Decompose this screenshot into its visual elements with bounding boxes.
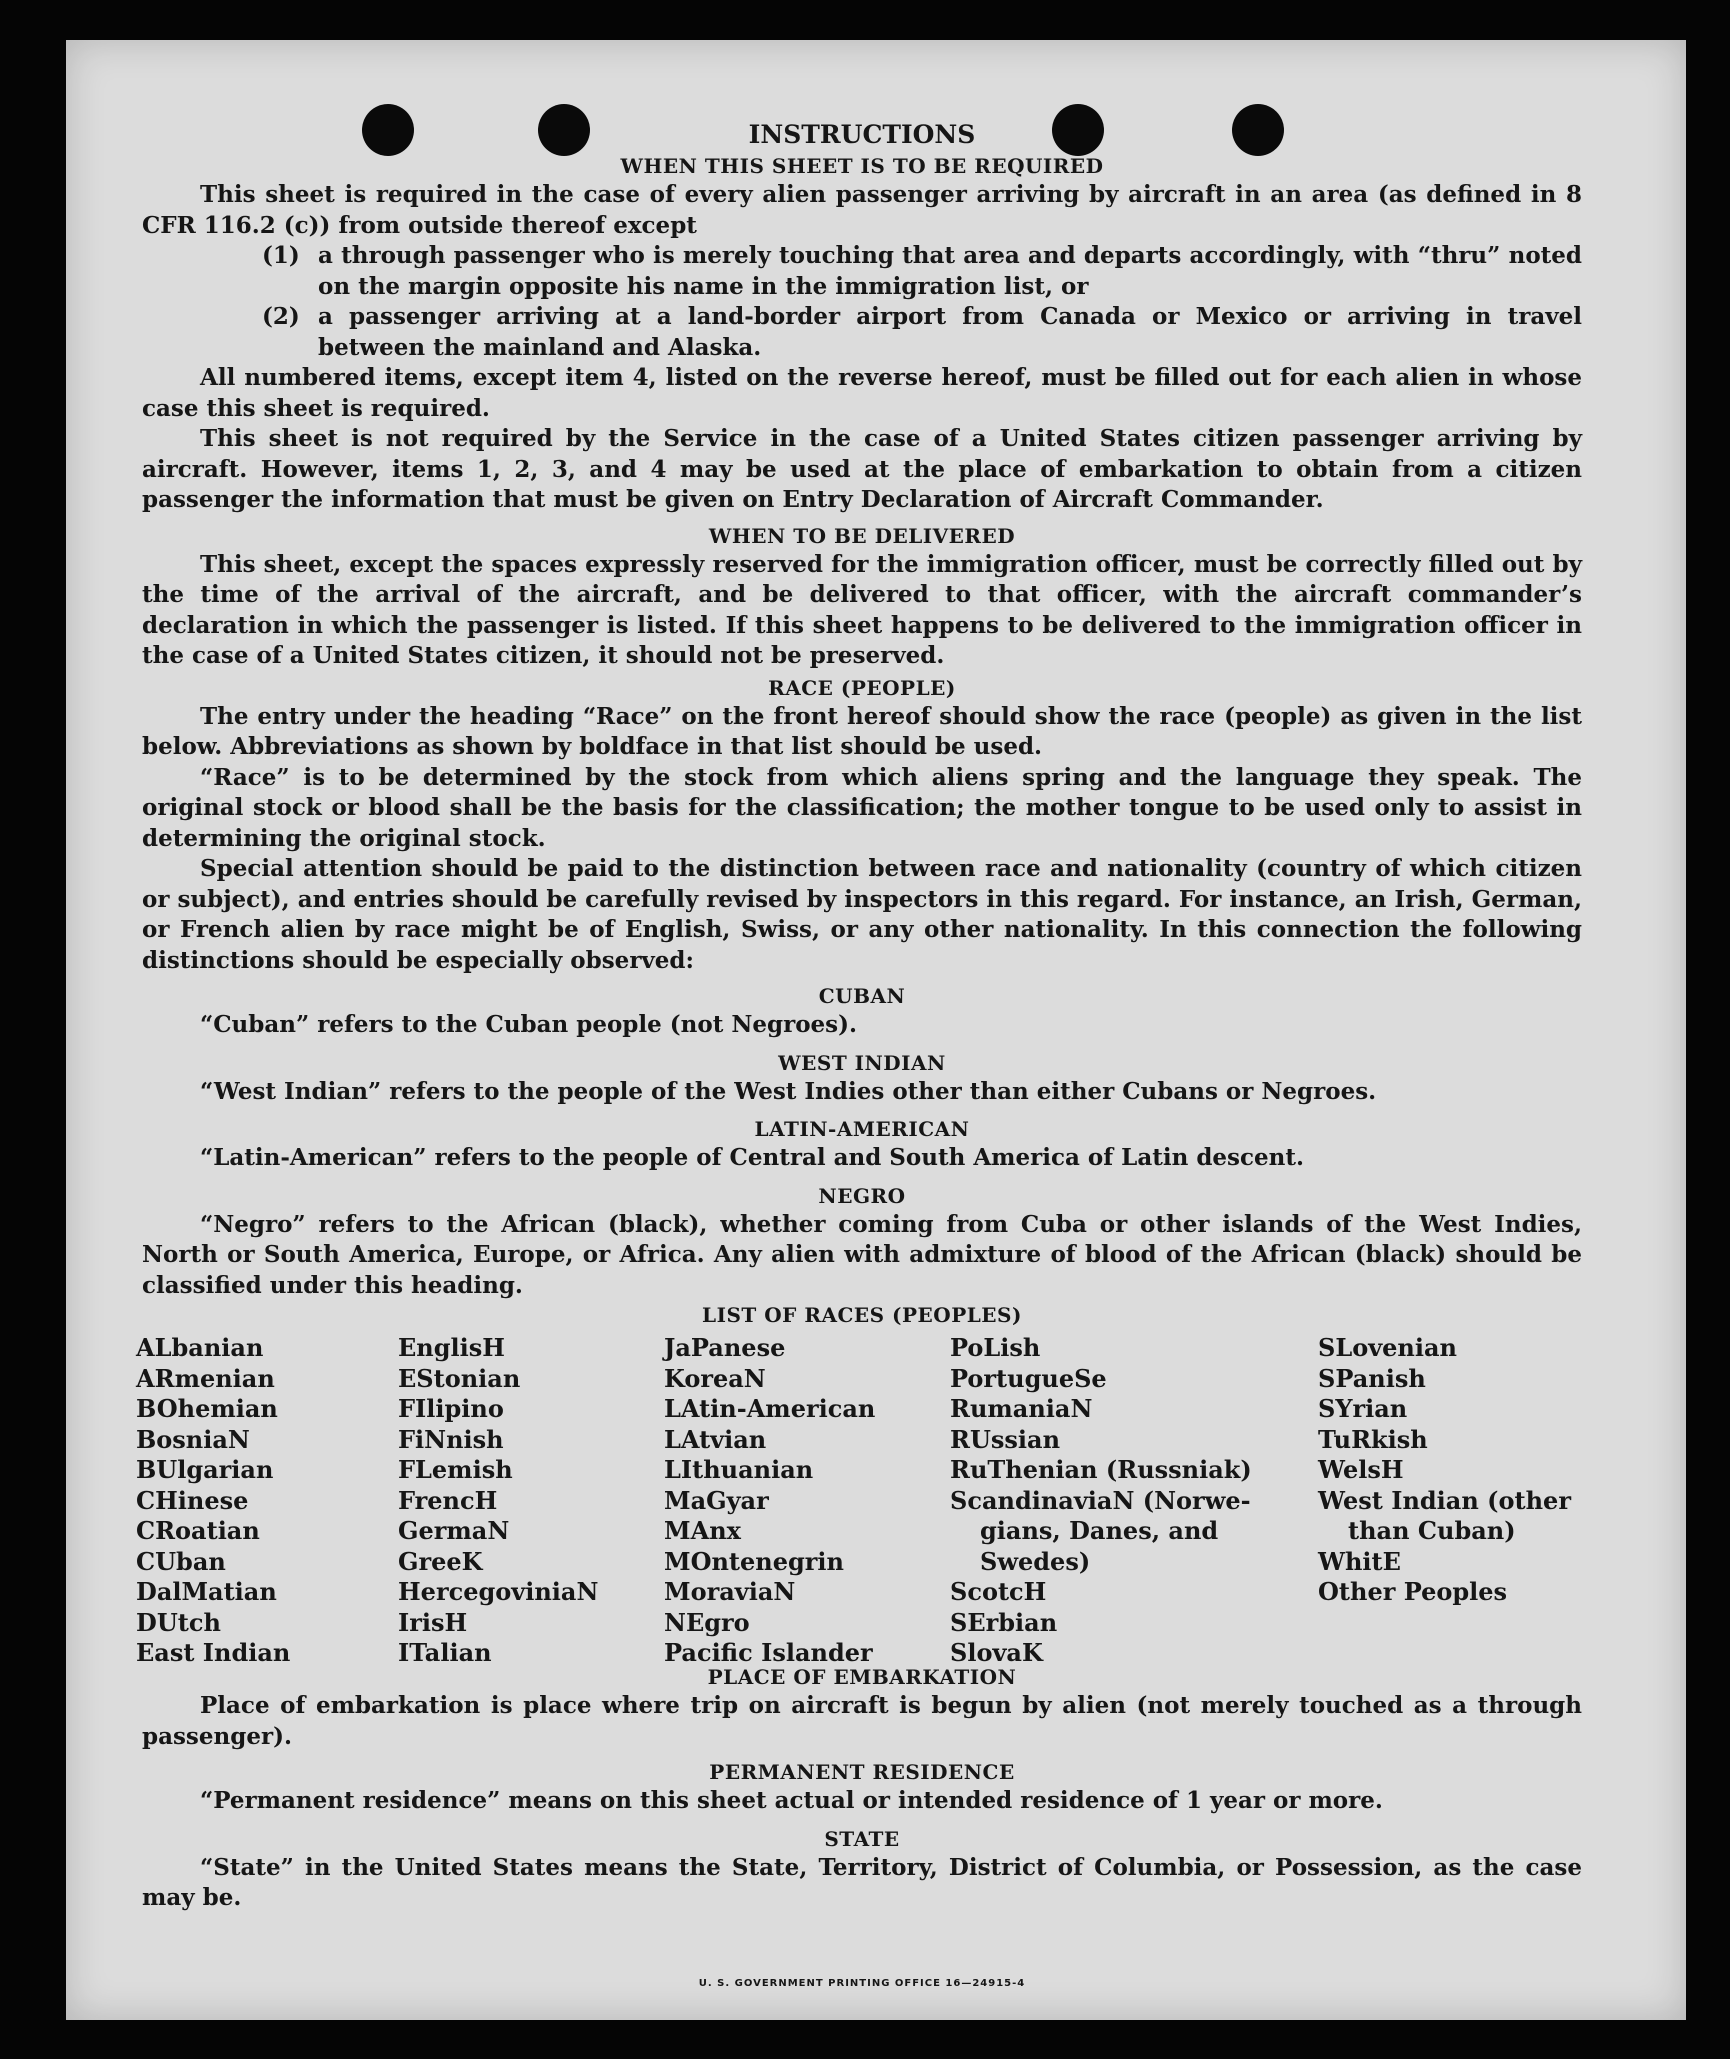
race-entry: SYrian xyxy=(1318,1394,1408,1423)
race-entry: Other Peoples xyxy=(1318,1577,1508,1606)
race-entry-continuation: Swedes) xyxy=(980,1546,1091,1576)
heading-races-list: LIST OF RACES (PEOPLES) xyxy=(702,1303,1022,1327)
heading-residence: PERMANENT RESIDENCE xyxy=(709,1760,1015,1784)
race-para-3: Special attention should be paid to the distinction between race and nationality (country of which citizen or subject), and entries should be carefully revised by inspectors in this regard. For instance, an Irish, German, or French alien by race might be of English, Swiss, or any other nationality. In this connection the following distinctions should be especially observed: xyxy=(142,855,1582,974)
race-entry: Pacific Islander xyxy=(664,1638,873,1667)
heading-west-indian: WEST INDIAN xyxy=(778,1050,946,1075)
race-entry: ScotcH xyxy=(950,1577,1047,1606)
race-entry: JaPanese xyxy=(664,1333,786,1362)
heading-cuban: CUBAN xyxy=(818,984,906,1008)
race-entry: DUtch xyxy=(136,1607,221,1637)
race-entry: RumaniaN xyxy=(950,1394,1093,1423)
race-entry: BUlgarian xyxy=(136,1455,274,1484)
heading-embarkation: PLACE OF EMBARKATION xyxy=(707,1665,1017,1689)
exception-num: (2) xyxy=(262,303,300,330)
race-entry: FiNnish xyxy=(398,1424,504,1454)
race-entry: SErbian xyxy=(950,1607,1058,1637)
race-entry: WhitE xyxy=(1318,1546,1401,1576)
race-entry: TuRkish xyxy=(1318,1424,1428,1454)
race-entry: MAnx xyxy=(664,1516,741,1545)
race-entry: EStonian xyxy=(398,1363,521,1393)
race-entry: FIlipino xyxy=(398,1394,504,1423)
races-column-3 xyxy=(664,1333,875,1669)
race-entry: IrisH xyxy=(398,1607,468,1637)
race-entry: PoLish xyxy=(950,1333,1041,1362)
race-entry: MOntenegrin xyxy=(664,1546,844,1576)
negro-para: “Negro” refers to the African (black), whether coming from Cuba or other islands of the West Indies, North or South America, Europe, or Africa. Any alien with admixture of blood of the African (black) should be classified under this heading. xyxy=(142,1210,1582,1299)
race-entry: SlovaK xyxy=(950,1638,1043,1667)
race-entry: PortugueSe xyxy=(950,1363,1107,1393)
races-column-5 xyxy=(1318,1333,1571,1608)
races-column-4 xyxy=(950,1333,1252,1669)
race-entry-continuation: gians, Danes, and xyxy=(980,1516,1219,1545)
citizen-para: This sheet is not required by the Service in the case of a United States citizen passenger arriving by aircraft. However, items 1, 2, 3, and 4 may be used at the place of embarkation to obtain from a citizen passenger the information that must be given on Entry Declaration of Aircraft Commander. xyxy=(142,425,1582,513)
races-list xyxy=(136,1333,1582,1667)
exception-text: a passenger arriving at a land-border airport from Canada or Mexico or arriving in travel between the mainland and Alaska. xyxy=(318,303,1582,361)
heading-negro: NEGRO xyxy=(818,1183,906,1208)
race-entry: ALbanian xyxy=(136,1333,264,1362)
race-entry: WelsH xyxy=(1318,1455,1404,1484)
race-entry: CUban xyxy=(136,1546,226,1576)
residence-para: “Permanent residence” means on this sheet actual or intended residence of 1 year or more. xyxy=(200,1787,1383,1814)
race-entry: BOhemian xyxy=(136,1394,278,1423)
race-entry: EnglisH xyxy=(398,1333,505,1362)
numbered-items-para: All numbered items, except item 4, listed on the reverse hereof, must be filled out for each alien in whose case this sheet is required. xyxy=(142,364,1582,422)
heading-latin-american: LATIN-AMERICAN xyxy=(754,1117,970,1141)
race-entry: HercegoviniaN xyxy=(398,1577,599,1606)
race-entry: DalMatian xyxy=(136,1577,277,1606)
race-entry: NEgro xyxy=(664,1607,750,1637)
race-entry: ScandinaviaN (Norwe- xyxy=(950,1485,1251,1515)
required-intro: This sheet is required in the case of every alien passenger arriving by aircraft in an area (as defined in 8 CFR 116.2 (c)) from outside thereof except xyxy=(142,181,1582,239)
heading-required: WHEN THIS SHEET IS TO BE REQUIRED xyxy=(620,154,1104,178)
latin-american-para: “Latin-American” refers to the people of Central and South America of Latin descent. xyxy=(200,1144,1304,1171)
races-column-2 xyxy=(398,1333,598,1669)
delivered-para: This sheet, except the spaces expressly reserved for the immigration officer, must be correctly filled out by the time of the arrival of the aircraft, and be delivered to that officer, with the aircraft commander’s declaration in which the passenger is listed. If this sheet happens to be delivered to the immigration officer in the case of a United States citizen, it should not be preserved. xyxy=(142,550,1582,669)
exception-num: (1) xyxy=(262,242,300,269)
state-para: “State” in the United States means the State, Territory, District of Columbia, or Possession, as the case may be. xyxy=(142,1853,1582,1911)
race-entry: BosniaN xyxy=(136,1424,250,1454)
race-entry: LIthuanian xyxy=(664,1455,814,1484)
race-entry-continuation: than Cuban) xyxy=(1348,1516,1516,1545)
race-entry: GermaN xyxy=(398,1516,510,1545)
exception-item-1 xyxy=(262,241,1582,302)
race-entry: West Indian (other xyxy=(1318,1485,1571,1515)
heading-delivered: WHEN TO BE DELIVERED xyxy=(708,523,1016,548)
race-entry: RUssian xyxy=(950,1424,1061,1454)
race-entry: East Indian xyxy=(136,1638,291,1667)
race-entry: MoraviaN xyxy=(664,1577,796,1606)
instructions-content xyxy=(136,118,1582,1989)
exception-item-2 xyxy=(262,302,1582,363)
west-indian-para: “West Indian” refers to the people of the West Indies other than either Cubans or Negroes. xyxy=(200,1077,1377,1105)
race-entry: SPanish xyxy=(1318,1363,1426,1393)
heading-state: STATE xyxy=(824,1826,900,1851)
exception-text: a through passenger who is merely touching that area and departs accordingly, with “thru” noted on the margin opposite his name in the immigration list, or xyxy=(318,242,1582,300)
heading-race: RACE (PEOPLE) xyxy=(768,675,956,700)
races-column-1 xyxy=(136,1333,290,1669)
printing-office-footer: U. S. GOVERNMENT PRINTING OFFICE 16—24915-4 xyxy=(698,1978,1026,1989)
race-entry: SLovenian xyxy=(1318,1333,1457,1362)
document-sheet xyxy=(66,40,1686,2020)
race-entry: LAtvian xyxy=(664,1424,767,1454)
embarkation-para: Place of embarkation is place where trip on aircraft is begun by alien (not merely touched as a through passenger). xyxy=(142,1692,1582,1750)
race-entry: FrencH xyxy=(398,1485,498,1515)
race-entry: ITalian xyxy=(398,1638,492,1667)
race-entry: GreeK xyxy=(398,1546,483,1576)
race-entry: CRoatian xyxy=(136,1516,260,1545)
race-entry: KoreaN xyxy=(664,1363,766,1393)
race-para-1: The entry under the heading “Race” on the front hereof should show the race (people) as given in the list below. Abbreviations as shown by boldface in that list should be used. xyxy=(142,702,1582,760)
race-entry: FLemish xyxy=(398,1455,513,1484)
race-entry: CHinese xyxy=(136,1485,249,1515)
page-title: INSTRUCTIONS xyxy=(748,120,976,149)
race-para-2: “Race” is to be determined by the stock from which aliens spring and the language they speak. The original stock or blood shall be the basis for the classification; the mother tongue to be used only to assist in determining the original stock. xyxy=(142,763,1582,852)
race-entry: LAtin-American xyxy=(664,1394,876,1423)
race-entry: ARmenian xyxy=(136,1363,275,1393)
cuban-para: “Cuban” refers to the Cuban people (not Negroes). xyxy=(200,1011,858,1038)
race-entry: RuThenian (Russniak) xyxy=(950,1455,1252,1484)
race-entry: MaGyar xyxy=(664,1485,769,1515)
